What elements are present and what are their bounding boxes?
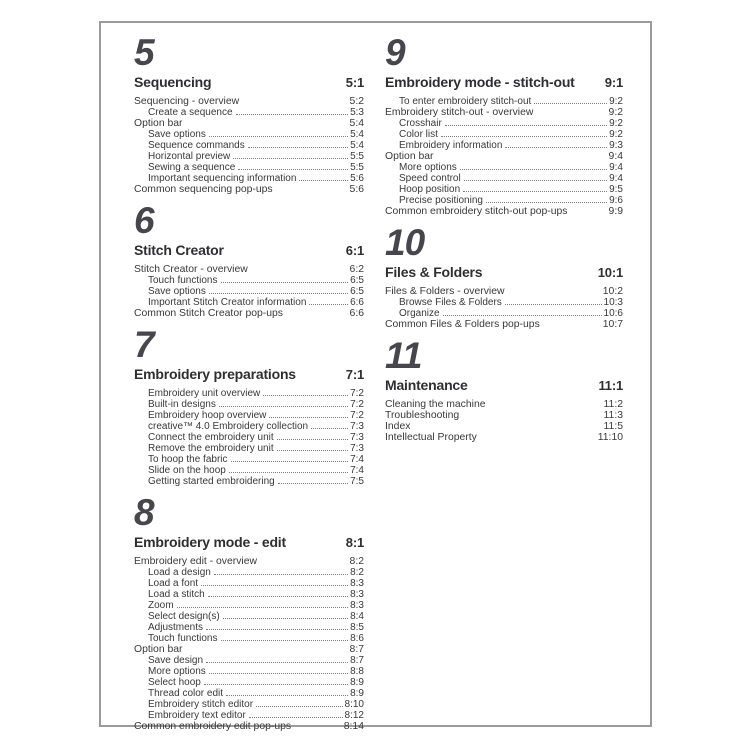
toc-entry-page-ref: 8:2 bbox=[350, 567, 364, 578]
toc-entry[interactable] bbox=[385, 140, 623, 151]
dot-leader bbox=[486, 202, 607, 203]
toc-entry-label: Common Stitch Creator pop-ups bbox=[134, 308, 283, 319]
dot-leader bbox=[256, 706, 342, 707]
toc-entry-label: Touch functions bbox=[148, 275, 218, 286]
toc-entry-page-ref: 7:5 bbox=[350, 476, 364, 487]
toc-entry-page-ref: 8:9 bbox=[350, 688, 364, 699]
chapter-page-ref: 8:1 bbox=[345, 535, 364, 550]
chapter-heading[interactable] bbox=[385, 74, 623, 91]
chapter-page-ref: 5:1 bbox=[345, 75, 364, 90]
chapter-page-ref: 11:1 bbox=[598, 378, 623, 393]
toc-entry-page-ref: 8:2 bbox=[349, 556, 364, 567]
toc-entry-page-ref: 10:7 bbox=[602, 319, 623, 330]
toc-entry-label: Important sequencing information bbox=[148, 173, 297, 184]
toc-entry-label: Load a font bbox=[148, 578, 199, 589]
toc-entry-label: Organize bbox=[399, 308, 440, 319]
toc-entry-page-ref: 5:2 bbox=[349, 96, 364, 107]
toc-entry-page-ref: 6:2 bbox=[349, 264, 364, 275]
toc-entry-page-ref: 9:3 bbox=[609, 140, 623, 151]
dot-leader bbox=[226, 695, 348, 696]
chapter-entry-list bbox=[385, 286, 623, 330]
dot-leader bbox=[221, 282, 349, 283]
toc-entry[interactable] bbox=[134, 666, 364, 677]
toc-entry[interactable] bbox=[134, 699, 364, 710]
toc-entry-label: Embroidery hoop overview bbox=[148, 410, 267, 421]
toc-entry-page-ref: 7:4 bbox=[350, 454, 364, 465]
toc-entry-page-ref: 8:14 bbox=[343, 721, 364, 732]
toc-entry[interactable] bbox=[385, 107, 623, 118]
chapter-entry-list bbox=[134, 96, 364, 195]
toc-entry[interactable] bbox=[385, 162, 623, 173]
toc-entry[interactable] bbox=[134, 578, 364, 589]
toc-entry-label: Embroidery unit overview bbox=[148, 388, 261, 399]
chapter-title: Stitch Creator bbox=[134, 242, 224, 258]
toc-entry[interactable] bbox=[134, 688, 364, 699]
dot-leader bbox=[248, 147, 348, 148]
toc-column-right bbox=[385, 32, 623, 452]
toc-entry-label: Important Stitch Creator information bbox=[148, 297, 307, 308]
toc-entry-page-ref: 5:3 bbox=[350, 107, 364, 118]
toc-entry[interactable] bbox=[385, 195, 623, 206]
chapter-entry-list bbox=[134, 264, 364, 319]
chapter-heading[interactable] bbox=[385, 264, 623, 281]
toc-entry-page-ref: 11:10 bbox=[597, 432, 623, 443]
chapter-title: Maintenance bbox=[385, 377, 468, 393]
toc-entry-label: Hoop position bbox=[399, 184, 461, 195]
dot-leader bbox=[209, 136, 348, 137]
toc-entry-label: Color list bbox=[399, 129, 438, 140]
toc-entry-page-ref: 7:3 bbox=[350, 432, 364, 443]
toc-entry[interactable] bbox=[385, 184, 623, 195]
dot-leader bbox=[311, 428, 348, 429]
chapter-number: 5 bbox=[134, 32, 154, 73]
toc-entry[interactable] bbox=[134, 556, 364, 567]
toc-entry-label: Common Files & Folders pop-ups bbox=[385, 319, 540, 330]
toc-entry-page-ref: 10:3 bbox=[603, 297, 623, 308]
chapter-11 bbox=[385, 335, 623, 443]
toc-entry[interactable] bbox=[134, 476, 364, 487]
toc-entry[interactable] bbox=[134, 118, 364, 129]
toc-entry[interactable] bbox=[134, 286, 364, 297]
dot-leader bbox=[269, 417, 348, 418]
toc-entry-page-ref: 5:5 bbox=[350, 151, 364, 162]
dot-leader bbox=[505, 147, 607, 148]
dot-leader bbox=[464, 180, 607, 181]
toc-entry[interactable] bbox=[385, 151, 623, 162]
toc-entry-label: Sewing a sequence bbox=[148, 162, 236, 173]
dot-leader bbox=[221, 640, 349, 641]
toc-entry-page-ref: 9:4 bbox=[609, 173, 623, 184]
toc-entry-page-ref: 10:2 bbox=[602, 286, 623, 297]
toc-entry-page-ref: 7:4 bbox=[350, 465, 364, 476]
toc-entry-label: Common embroidery edit pop-ups bbox=[134, 721, 292, 732]
toc-entry-page-ref: 5:6 bbox=[350, 173, 364, 184]
toc-entry-label: Horizontal preview bbox=[148, 151, 231, 162]
toc-entry-page-ref: 5:4 bbox=[349, 118, 364, 129]
toc-entry[interactable] bbox=[385, 399, 623, 410]
toc-entry[interactable] bbox=[134, 710, 364, 721]
dot-leader bbox=[209, 293, 348, 294]
toc-entry-label: Embroidery stitch-out - overview bbox=[385, 107, 534, 118]
toc-entry-label: Slide on the hoop bbox=[148, 465, 226, 476]
toc-entry-label: Sequencing - overview bbox=[134, 96, 240, 107]
toc-entry-label: Load a design bbox=[148, 567, 211, 578]
chapter-number: 8 bbox=[134, 492, 154, 533]
chapter-title: Sequencing bbox=[134, 74, 212, 90]
toc-entry-label: Option bar bbox=[134, 118, 183, 129]
dot-leader bbox=[441, 136, 607, 137]
toc-entry-page-ref: 11:3 bbox=[603, 410, 623, 421]
toc-column-left bbox=[134, 32, 364, 741]
toc-entry[interactable] bbox=[385, 118, 623, 129]
dot-leader bbox=[263, 395, 348, 396]
toc-entry-page-ref: 8:4 bbox=[350, 611, 364, 622]
dot-leader bbox=[505, 304, 602, 305]
dot-leader bbox=[206, 662, 348, 663]
toc-entry-label: More options bbox=[399, 162, 457, 173]
dot-leader bbox=[460, 169, 607, 170]
toc-entry[interactable] bbox=[134, 622, 364, 633]
toc-entry[interactable] bbox=[385, 421, 623, 432]
toc-entry-page-ref: 6:5 bbox=[350, 286, 364, 297]
dot-leader bbox=[309, 304, 348, 305]
toc-entry[interactable] bbox=[134, 162, 364, 173]
toc-entry[interactable] bbox=[385, 96, 623, 107]
dot-leader bbox=[229, 472, 348, 473]
toc-entry[interactable] bbox=[134, 567, 364, 578]
toc-entry[interactable] bbox=[134, 399, 364, 410]
toc-entry-page-ref: 8:6 bbox=[350, 633, 364, 644]
toc-entry-label: Save options bbox=[148, 129, 206, 140]
toc-entry-label: Getting started embroidering bbox=[148, 476, 275, 487]
toc-entry[interactable] bbox=[385, 173, 623, 184]
dot-leader bbox=[219, 406, 348, 407]
chapter-title: Embroidery mode - stitch-out bbox=[385, 74, 575, 90]
chapter-6 bbox=[134, 200, 364, 319]
toc-entry-page-ref: 5:5 bbox=[350, 162, 364, 173]
dot-leader bbox=[463, 191, 607, 192]
toc-entry-page-ref: 8:3 bbox=[350, 600, 364, 611]
toc-entry-page-ref: 9:2 bbox=[609, 129, 623, 140]
dot-leader bbox=[277, 439, 348, 440]
toc-entry-page-ref: 8:8 bbox=[350, 666, 364, 677]
toc-entry[interactable] bbox=[134, 173, 364, 184]
toc-entry[interactable] bbox=[385, 432, 623, 443]
toc-entry[interactable] bbox=[134, 388, 364, 399]
toc-entry[interactable] bbox=[134, 421, 364, 432]
toc-entry[interactable] bbox=[134, 129, 364, 140]
toc-entry-page-ref: 8:7 bbox=[349, 644, 364, 655]
toc-entry-label: Troubleshooting bbox=[385, 410, 460, 421]
dot-leader bbox=[277, 450, 348, 451]
dot-leader bbox=[445, 125, 607, 126]
toc-entry[interactable] bbox=[134, 589, 364, 600]
chapter-heading[interactable] bbox=[385, 377, 623, 394]
toc-entry[interactable] bbox=[134, 644, 364, 655]
toc-entry-page-ref: 10:6 bbox=[603, 308, 623, 319]
toc-entry-page-ref: 6:5 bbox=[350, 275, 364, 286]
chapter-10 bbox=[385, 222, 623, 330]
toc-entry[interactable] bbox=[134, 655, 364, 666]
chapter-heading[interactable] bbox=[134, 534, 364, 551]
toc-entry-page-ref: 8:12 bbox=[344, 710, 364, 721]
toc-entry[interactable] bbox=[134, 432, 364, 443]
toc-entry-label: Index bbox=[385, 421, 411, 432]
dot-leader bbox=[236, 114, 349, 115]
toc-entry-page-ref: 9:5 bbox=[609, 184, 623, 195]
toc-entry-label: Select hoop bbox=[148, 677, 201, 688]
toc-entry-page-ref: 8:10 bbox=[344, 699, 364, 710]
dot-leader bbox=[208, 596, 348, 597]
chapter-8 bbox=[134, 492, 364, 732]
chapter-title: Embroidery mode - edit bbox=[134, 534, 286, 550]
toc-entry[interactable] bbox=[134, 96, 364, 107]
toc-entry-label: To enter embroidery stitch-out bbox=[399, 96, 532, 107]
toc-entry[interactable] bbox=[134, 465, 364, 476]
toc-entry-page-ref: 6:6 bbox=[349, 308, 364, 319]
toc-entry-page-ref: 6:6 bbox=[350, 297, 364, 308]
toc-entry-label: More options bbox=[148, 666, 206, 677]
toc-entry[interactable] bbox=[134, 600, 364, 611]
chapter-number: 9 bbox=[385, 32, 405, 73]
toc-entry-label: Connect the embroidery unit bbox=[148, 432, 274, 443]
toc-entry[interactable] bbox=[134, 611, 364, 622]
chapter-entry-list bbox=[134, 388, 364, 487]
toc-entry[interactable] bbox=[134, 275, 364, 286]
toc-entry-page-ref: 8:3 bbox=[350, 578, 364, 589]
chapter-entry-list bbox=[134, 556, 364, 732]
toc-entry[interactable] bbox=[134, 151, 364, 162]
toc-entry[interactable] bbox=[134, 410, 364, 421]
toc-entry-page-ref: 7:3 bbox=[350, 421, 364, 432]
toc-entry-page-ref: 7:2 bbox=[350, 399, 364, 410]
toc-entry[interactable] bbox=[385, 206, 623, 217]
toc-entry-page-ref: 7:2 bbox=[350, 388, 364, 399]
dot-leader bbox=[231, 461, 349, 462]
toc-entry-label: Speed control bbox=[399, 173, 461, 184]
dot-leader bbox=[534, 103, 607, 104]
chapter-5 bbox=[134, 32, 364, 195]
toc-entry-page-ref: 9:2 bbox=[609, 118, 623, 129]
toc-entry-label: Cleaning the machine bbox=[385, 399, 486, 410]
toc-entry-label: Save design bbox=[148, 655, 204, 666]
toc-entry[interactable] bbox=[134, 297, 364, 308]
toc-entry-page-ref: 9:4 bbox=[608, 151, 623, 162]
toc-entry-label: Embroidery information bbox=[399, 140, 503, 151]
toc-entry-label: Sequence commands bbox=[148, 140, 245, 151]
chapter-page-ref: 7:1 bbox=[345, 367, 364, 382]
toc-entry-page-ref: 11:5 bbox=[603, 421, 623, 432]
toc-page bbox=[99, 21, 652, 732]
toc-entry-page-ref: 11:2 bbox=[603, 399, 623, 410]
dot-leader bbox=[204, 684, 348, 685]
toc-entry-label: Intellectual Property bbox=[385, 432, 477, 443]
toc-entry-label: Browse Files & Folders bbox=[399, 297, 502, 308]
toc-entry-label: Embroidery text editor bbox=[148, 710, 246, 721]
toc-entry-label: Option bar bbox=[134, 644, 183, 655]
chapter-heading[interactable] bbox=[134, 74, 364, 91]
chapter-title: Embroidery preparations bbox=[134, 366, 296, 382]
toc-entry-label: Precise positioning bbox=[399, 195, 483, 206]
dot-leader bbox=[278, 483, 348, 484]
toc-entry-label: Common sequencing pop-ups bbox=[134, 184, 273, 195]
toc-entry-page-ref: 5:6 bbox=[349, 184, 364, 195]
dot-leader bbox=[201, 585, 348, 586]
toc-entry[interactable] bbox=[385, 308, 623, 319]
chapter-page-ref: 9:1 bbox=[604, 75, 623, 90]
toc-entry-label: Crosshair bbox=[399, 118, 442, 129]
chapter-page-ref: 6:1 bbox=[345, 243, 364, 258]
toc-entry[interactable] bbox=[134, 140, 364, 151]
chapter-title: Files & Folders bbox=[385, 264, 483, 280]
toc-entry-page-ref: 7:3 bbox=[350, 443, 364, 454]
toc-entry-page-ref: 8:3 bbox=[350, 589, 364, 600]
toc-entry-label: Touch functions bbox=[148, 633, 218, 644]
chapter-number: 11 bbox=[385, 335, 422, 376]
dot-leader bbox=[214, 574, 348, 575]
chapter-entry-list bbox=[385, 96, 623, 217]
toc-entry[interactable] bbox=[385, 297, 623, 308]
toc-entry[interactable] bbox=[134, 107, 364, 118]
chapter-number: 10 bbox=[385, 222, 425, 263]
toc-entry-label: Common embroidery stitch-out pop-ups bbox=[385, 206, 568, 217]
toc-entry-label: To hoop the fabric bbox=[148, 454, 228, 465]
toc-entry[interactable] bbox=[134, 264, 364, 275]
toc-entry[interactable] bbox=[385, 129, 623, 140]
toc-entry-label: Adjustments bbox=[148, 622, 204, 633]
toc-entry-page-ref: 9:9 bbox=[608, 206, 623, 217]
toc-entry-label: creative™ 4.0 Embroidery collection bbox=[148, 421, 309, 432]
toc-entry-label: Embroidery stitch editor bbox=[148, 699, 254, 710]
dot-leader bbox=[238, 169, 348, 170]
chapter-heading[interactable] bbox=[134, 242, 364, 259]
toc-entry-label: Option bar bbox=[385, 151, 434, 162]
toc-entry[interactable] bbox=[385, 319, 623, 330]
toc-entry-label: Zoom bbox=[148, 600, 174, 611]
chapter-number: 6 bbox=[134, 200, 154, 241]
toc-entry-page-ref: 9:2 bbox=[608, 107, 623, 118]
toc-entry[interactable] bbox=[134, 721, 364, 732]
toc-entry-page-ref: 9:6 bbox=[609, 195, 623, 206]
dot-leader bbox=[209, 673, 348, 674]
chapter-7 bbox=[134, 324, 364, 487]
toc-entry-page-ref: 8:7 bbox=[350, 655, 364, 666]
toc-entry[interactable] bbox=[134, 184, 364, 195]
toc-entry-label: Built-in designs bbox=[148, 399, 216, 410]
toc-entry[interactable] bbox=[134, 633, 364, 644]
toc-entry[interactable] bbox=[134, 443, 364, 454]
chapter-number: 7 bbox=[134, 324, 154, 365]
dot-leader bbox=[223, 618, 348, 619]
dot-leader bbox=[233, 158, 348, 159]
dot-leader bbox=[249, 717, 343, 718]
toc-entry-label: Embroidery edit - overview bbox=[134, 556, 257, 567]
chapter-page-ref: 10:1 bbox=[597, 265, 623, 280]
toc-entry-page-ref: 8:5 bbox=[350, 622, 364, 633]
toc-entry-label: Select design(s) bbox=[148, 611, 220, 622]
dot-leader bbox=[443, 315, 602, 316]
toc-entry[interactable] bbox=[134, 454, 364, 465]
toc-entry[interactable] bbox=[134, 308, 364, 319]
toc-entry-page-ref: 9:4 bbox=[609, 162, 623, 173]
toc-entry[interactable] bbox=[134, 677, 364, 688]
toc-entry-label: Save options bbox=[148, 286, 206, 297]
toc-entry-label: Create a sequence bbox=[148, 107, 233, 118]
toc-entry-page-ref: 7:2 bbox=[350, 410, 364, 421]
dot-leader bbox=[177, 607, 349, 608]
chapter-9 bbox=[385, 32, 623, 217]
toc-entry[interactable] bbox=[385, 286, 623, 297]
dot-leader bbox=[299, 180, 348, 181]
toc-entry[interactable] bbox=[385, 410, 623, 421]
toc-entry-label: Files & Folders - overview bbox=[385, 286, 505, 297]
toc-entry-page-ref: 5:4 bbox=[350, 140, 364, 151]
toc-entry-label: Thread color edit bbox=[148, 688, 224, 699]
chapter-heading[interactable] bbox=[134, 366, 364, 383]
chapter-entry-list bbox=[385, 399, 623, 443]
toc-entry-label: Load a stitch bbox=[148, 589, 205, 600]
toc-entry-page-ref: 5:4 bbox=[350, 129, 364, 140]
toc-entry-page-ref: 9:2 bbox=[609, 96, 623, 107]
toc-entry-label: Stitch Creator - overview bbox=[134, 264, 248, 275]
toc-entry-page-ref: 8:9 bbox=[350, 677, 364, 688]
toc-entry-label: Remove the embroidery unit bbox=[148, 443, 274, 454]
dot-leader bbox=[206, 629, 348, 630]
